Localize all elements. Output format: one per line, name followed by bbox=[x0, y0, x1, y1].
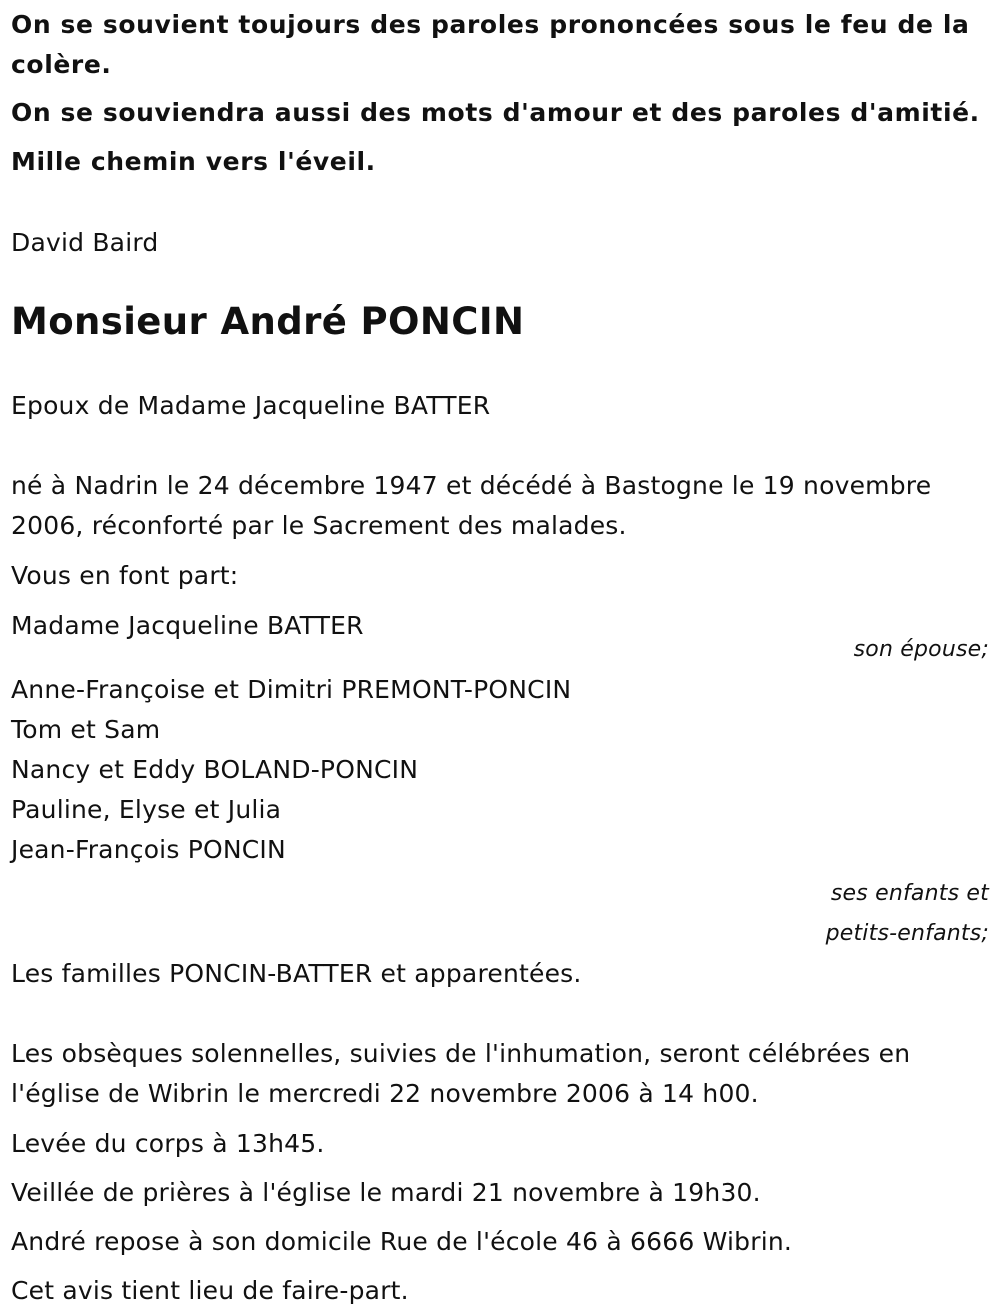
birth-death-text: né à Nadrin le 24 décembre 1947 et décédé à Bastogne le 19 novembre 2006, réconforté par le Sacrement des malades. bbox=[11, 471, 932, 540]
spouse-announcer: Madame Jacqueline BATTER bbox=[11, 611, 364, 640]
repose-line: André repose à son domicile Rue de l'école 46 à 6666 Wibrin. bbox=[11, 1227, 793, 1256]
spouse-relation: son épouse; bbox=[853, 637, 989, 662]
list-item: Tom et Sam bbox=[11, 715, 161, 744]
announcers-intro: Vous en font part: bbox=[11, 561, 239, 590]
levee-line: Levée du corps à 13h45. bbox=[11, 1129, 325, 1158]
quote-line-2: On se souviendra aussi des mots d'amour et des paroles d'amitié. bbox=[11, 98, 980, 127]
notice-line: Cet avis tient lieu de faire-part. bbox=[11, 1276, 409, 1305]
children-list bbox=[11, 670, 991, 870]
quote-line-3: Mille chemin vers l'éveil. bbox=[11, 147, 376, 176]
list-item: Pauline, Elyse et Julia bbox=[11, 795, 282, 824]
obituary-notice bbox=[11, 0, 991, 1311]
list-item: Nancy et Eddy BOLAND-PONCIN bbox=[11, 755, 419, 784]
quote-line-1: On se souvient toujours des paroles prononcées sous le feu de la colère. bbox=[11, 10, 970, 79]
children-relation-1: ses enfants et bbox=[830, 881, 989, 906]
veillee-line: Veillée de prières à l'église le mardi 21 novembre à 19h30. bbox=[11, 1178, 761, 1207]
deceased-name: Monsieur André PONCIN bbox=[11, 300, 525, 343]
list-item: Anne-Françoise et Dimitri PREMONT-PONCIN bbox=[11, 675, 572, 704]
spouse-line: Epoux de Madame Jacqueline BATTER bbox=[11, 391, 491, 420]
families-line: Les familles PONCIN-BATTER et apparentées. bbox=[11, 959, 582, 988]
list-item: Jean-François PONCIN bbox=[11, 835, 286, 864]
quote-author: David Baird bbox=[11, 228, 159, 257]
children-relation-2: petits-enfants; bbox=[825, 921, 989, 946]
funeral-service: Les obsèques solennelles, suivies de l'inhumation, seront célébrées en l'église de Wibrin le mercredi 22 novembre 2006 à 14 h00. bbox=[11, 1039, 911, 1108]
